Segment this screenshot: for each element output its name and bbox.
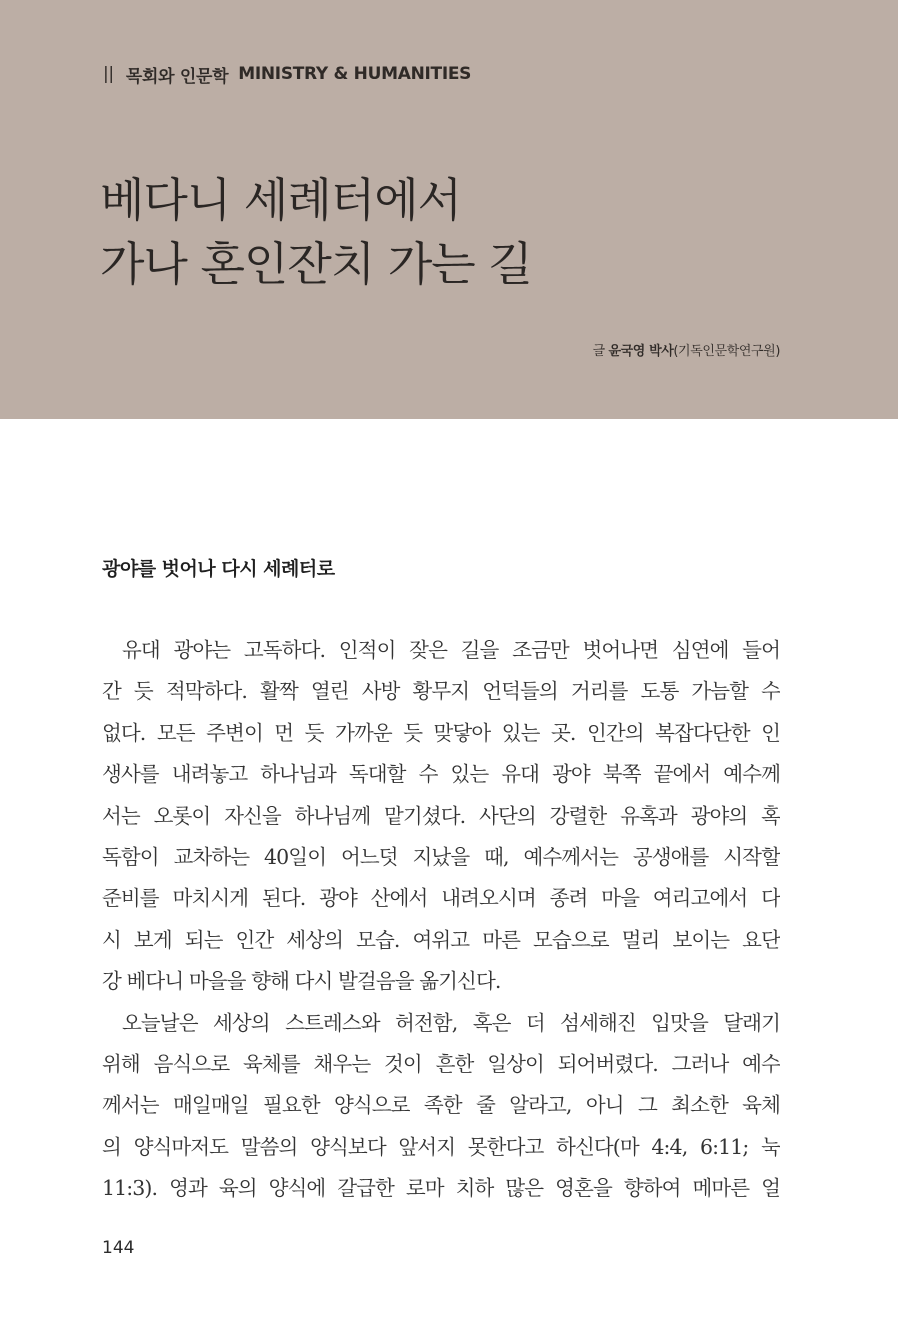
article-title-line-1: 베다니 세례터에서 (100, 173, 462, 227)
body-line: 강 베다니 마을을 향해 다시 발걸음을 옮기신다. (102, 969, 501, 994)
article-body (102, 630, 780, 1209)
body-line: 없다. 모든 주변이 먼 듯 가까운 듯 맞닿아 있는 곳. 인간의 복잡다단한 인 (102, 720, 780, 745)
header-band (0, 0, 898, 419)
byline-prefix: 글 (592, 344, 605, 359)
section-label (103, 60, 471, 88)
article-title-line-2: 가나 혼인잔치 가는 길 (100, 237, 532, 291)
body-line: 오늘날은 세상의 스트레스와 허전함, 혹은 더 섬세해진 입맛을 달래기 (122, 1010, 780, 1035)
section-label-english: MINISTRY & HUMANITIES (238, 64, 472, 84)
section-label-korean: 목회와 인문학 (125, 66, 229, 87)
body-line: 생사를 내려놓고 하나님과 독대할 수 있는 유대 광야 북쪽 끝에서 예수께 (102, 762, 780, 787)
body-line: 시 보게 되는 인간 세상의 모습. 여위고 마른 모습으로 멀리 보이는 요단 (102, 927, 780, 952)
body-line: 위해 음식으로 육체를 채우는 것이 흔한 일상이 되어버렸다. 그러나 예수 (102, 1051, 780, 1076)
author-name: 윤국영 박사 (608, 344, 674, 359)
body-line: 준비를 마치시게 된다. 광야 산에서 내려오시며 종려 마을 여리고에서 다 (102, 886, 780, 911)
body-line: 간 듯 적막하다. 활짝 열린 사방 황무지 언덕들의 거리를 도통 가늠할 수 (102, 679, 780, 704)
page-number: 144 (102, 1238, 135, 1258)
body-line: 께서는 매일매일 필요한 양식으로 족한 줄 알라고, 아니 그 최소한 육체 (102, 1093, 780, 1118)
body-line: 독함이 교차하는 40일이 어느덧 지났을 때, 예수께서는 공생애를 시작할 (102, 844, 780, 869)
body-line: 서는 오롯이 자신을 하나님께 맡기셨다. 사단의 강렬한 유혹과 광야의 혹 (102, 803, 780, 828)
author-affiliation: (기독인문학연구원) (673, 344, 780, 359)
byline (593, 340, 780, 362)
body-line: 의 양식마저도 말씀의 양식보다 앞서지 못한다고 하신다(마 4:4, 6:11; 눅 (102, 1134, 780, 1159)
section-marker: || (103, 64, 114, 84)
article-title (100, 168, 820, 296)
body-line: 11:3). 영과 육의 양식에 갈급한 로마 치하 많은 영혼을 향하여 메마른 얼 (102, 1176, 780, 1201)
body-line: 유대 광야는 고독하다. 인적이 잦은 길을 조금만 벗어나면 심연에 들어 (122, 638, 780, 662)
section-heading: 광야를 벗어나 다시 세례터로 (102, 558, 335, 580)
